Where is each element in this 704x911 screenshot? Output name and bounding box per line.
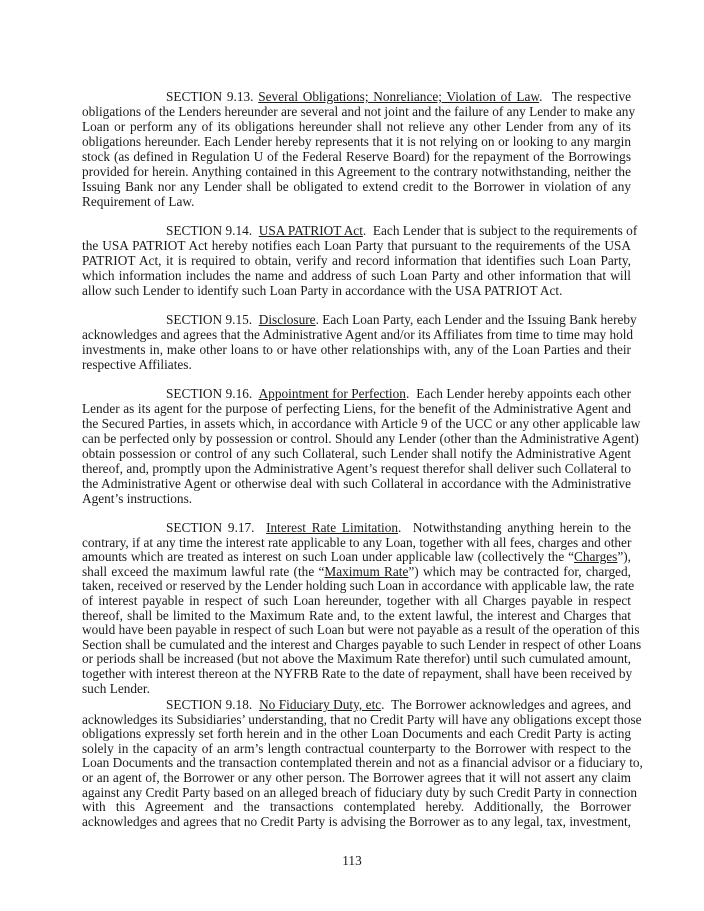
- section-heading-line: SECTION 9.15. Disclosure. Each Loan Party, each Lender and the Issuing Bank hereby: [166, 312, 637, 327]
- page-number: 113: [342, 853, 362, 868]
- section-text: The respective: [551, 89, 631, 104]
- section-line: or periods shall be increased (but not above the Maximum Rate therefor) until such cumulated amount,: [82, 651, 631, 667]
- section-line: Loan Documents and the transaction contemplated therein and not as a financial advisor or a fiduciary to,: [82, 755, 643, 771]
- section-text: Each Lender that is subject to the requirements of: [372, 223, 638, 238]
- section-heading-line: SECTION 9.17. Interest Rate Limitation. Notwithstanding anything herein to the: [166, 520, 631, 535]
- section-text: ”) which may be contracted for, charged,: [408, 563, 631, 579]
- section-number: SECTION 9.15.: [166, 312, 253, 327]
- section-line: Lender as its agent for the purpose of perfecting Liens, for the benefit of the Administrative Agent and: [82, 401, 631, 416]
- section-line: [82, 549, 631, 564]
- section-line: thereof, and, promptly upon the Administrative Agent’s request therefor shall deliver such Collateral to: [82, 461, 631, 476]
- section-number: SECTION 9.17.: [166, 520, 255, 535]
- section-text: Each Loan Party, each Lender and the Issuing Bank hereby: [322, 312, 637, 327]
- section-text: ”),: [617, 549, 631, 565]
- section-line: Section shall be cumulated and the interest and Charges payable to such Lender in respect of other Loans: [82, 636, 642, 652]
- section-text: Each Lender hereby appoints each other: [416, 386, 632, 401]
- defined-term-maximum-rate: Maximum Rate: [324, 563, 409, 579]
- section-line: can be perfected only by possession or control. Should any Lender (other than the Administrative Agent): [82, 431, 639, 446]
- section-title: Disclosure: [258, 312, 316, 327]
- section-line: Requirement of Law.: [82, 194, 195, 209]
- section-line: Issuing Bank nor any Lender shall be obligated to extend credit to the Borrower in violation of any: [82, 179, 631, 194]
- section-line: Loan or perform any of its obligations hereunder shall not relieve any other Lender from any of its: [82, 119, 631, 134]
- section-number: SECTION 9.18.: [166, 697, 253, 712]
- section-line: the Secured Parties, in assets which, in accordance with Article 9 of the UCC or any other applicable law: [82, 416, 641, 431]
- section-line: provided for herein. Anything contained in this Agreement to the contrary notwithstanding, neither the: [82, 164, 631, 179]
- section-number: SECTION 9.13.: [166, 89, 254, 104]
- section-heading-line: SECTION 9.14. USA PATRIOT Act. Each Lender that is subject to the requirements of: [166, 223, 638, 238]
- section-line: acknowledges and agrees that the Administrative Agent and/or its Affiliates from time to time may hold: [82, 327, 634, 342]
- section-line: with this Agreement and the transactions contemplated hereby. Additionally, the Borrower: [82, 799, 631, 815]
- section-line: thereof, shall be limited to the Maximum Rate and, to the extent lawful, the interest and Charges that: [82, 607, 631, 623]
- section-line: or an agent of, the Borrower or any other person. The Borrower agrees that it will not assert any claim: [82, 770, 631, 785]
- section-line: allow such Lender to identify such Loan Party in accordance with the USA PATRIOT Act.: [82, 283, 563, 298]
- section-line: such Lender.: [82, 680, 150, 696]
- section-title: No Fiduciary Duty, etc: [259, 697, 382, 712]
- section-line: acknowledges and agrees that no Credit Party is advising the Borrower as to any legal, tax, investment,: [82, 813, 631, 829]
- section-line: solely in the capacity of an arm’s length contractual counterparty to the Borrower with respect to the: [82, 740, 631, 756]
- section-heading-line: SECTION 9.16. Appointment for Perfection. Each Lender hereby appoints each other: [166, 386, 632, 401]
- section-line: would have been payable in respect of such Loan but were not payable as a result of the operation of this: [82, 622, 640, 638]
- section-title: Appointment for Perfection: [258, 386, 406, 401]
- section-line: obtain possession or control of any such Collateral, such Lender shall notify the Administrative Agent: [82, 446, 631, 461]
- section-line: investments in, make other loans to or have other relationships with, any of the Loan Parties and their: [82, 342, 631, 357]
- section-text: shall exceed the maximum lawful rate (the “: [82, 563, 325, 579]
- section-line: contrary, if at any time the interest rate applicable to any Loan, together with all fees, charges and other: [82, 534, 632, 550]
- defined-term-charges: Charges: [574, 549, 618, 565]
- section-line: [82, 564, 631, 579]
- section-line: the Administrative Agent or otherwise deal with such Collateral in accordance with the Administrative: [82, 476, 631, 491]
- section-text: amounts which are treated as interest on such Loan under applicable law (collectively the “: [82, 549, 574, 565]
- section-line: against any Credit Party based on an alleged breach of fiduciary duty by such Credit Party in connection: [82, 784, 637, 800]
- section-text: Notwithstanding anything herein to the: [412, 520, 631, 535]
- section-text: The Borrower acknowledges and agrees, and: [391, 697, 631, 712]
- section-line: obligations hereunder. Each Lender hereby represents that it is not relying on or looking to any margin: [82, 134, 631, 149]
- section-line: together with interest thereon at the NYFRB Rate to the date of repayment, shall have been received by: [82, 666, 633, 681]
- section-number: SECTION 9.16.: [166, 386, 253, 401]
- section-line: the USA PATRIOT Act hereby notifies each Loan Party that pursuant to the requirements of the USA: [82, 238, 631, 253]
- section-title: Several Obligations; Nonreliance; Violation of Law: [258, 89, 540, 104]
- section-line: of interest payable in respect of such Loan hereunder, together with all Charges payable in respect: [82, 593, 631, 608]
- section-number: SECTION 9.14.: [166, 223, 253, 238]
- section-title: USA PATRIOT Act: [258, 223, 363, 238]
- section-line: which information includes the name and address of such Loan Party and other information that will: [82, 268, 631, 283]
- section-title: Interest Rate Limitation: [266, 520, 399, 535]
- section-line: acknowledges its Subsidiaries’ understanding, that no Credit Party will have any obligations except those: [82, 711, 642, 727]
- section-heading-line: SECTION 9.18. No Fiduciary Duty, etc. The Borrower acknowledges and agrees, and: [166, 697, 631, 712]
- section-line: Agent’s instructions.: [82, 491, 193, 506]
- section-line: PATRIOT Act, it is required to obtain, verify and record information that identifies such Loan Party,: [82, 253, 631, 268]
- section-heading-line: SECTION 9.13. Several Obligations; Nonreliance; Violation of Law. The respective: [166, 89, 631, 104]
- section-line: obligations of the Lenders hereunder are several and not joint and the failure of any Lender to make any: [82, 104, 636, 119]
- section-line: taken, received or reserved by the Lender holding such Loan in accordance with applicable law, the rate: [82, 578, 635, 594]
- section-line: respective Affiliates.: [82, 357, 192, 372]
- section-line: obligations expressly set forth herein and in the other Loan Documents and each Credit Party is acting: [82, 726, 631, 742]
- section-line: stock (as defined in Regulation U of the Federal Reserve Board) for the repayment of the Borrowings: [82, 149, 631, 164]
